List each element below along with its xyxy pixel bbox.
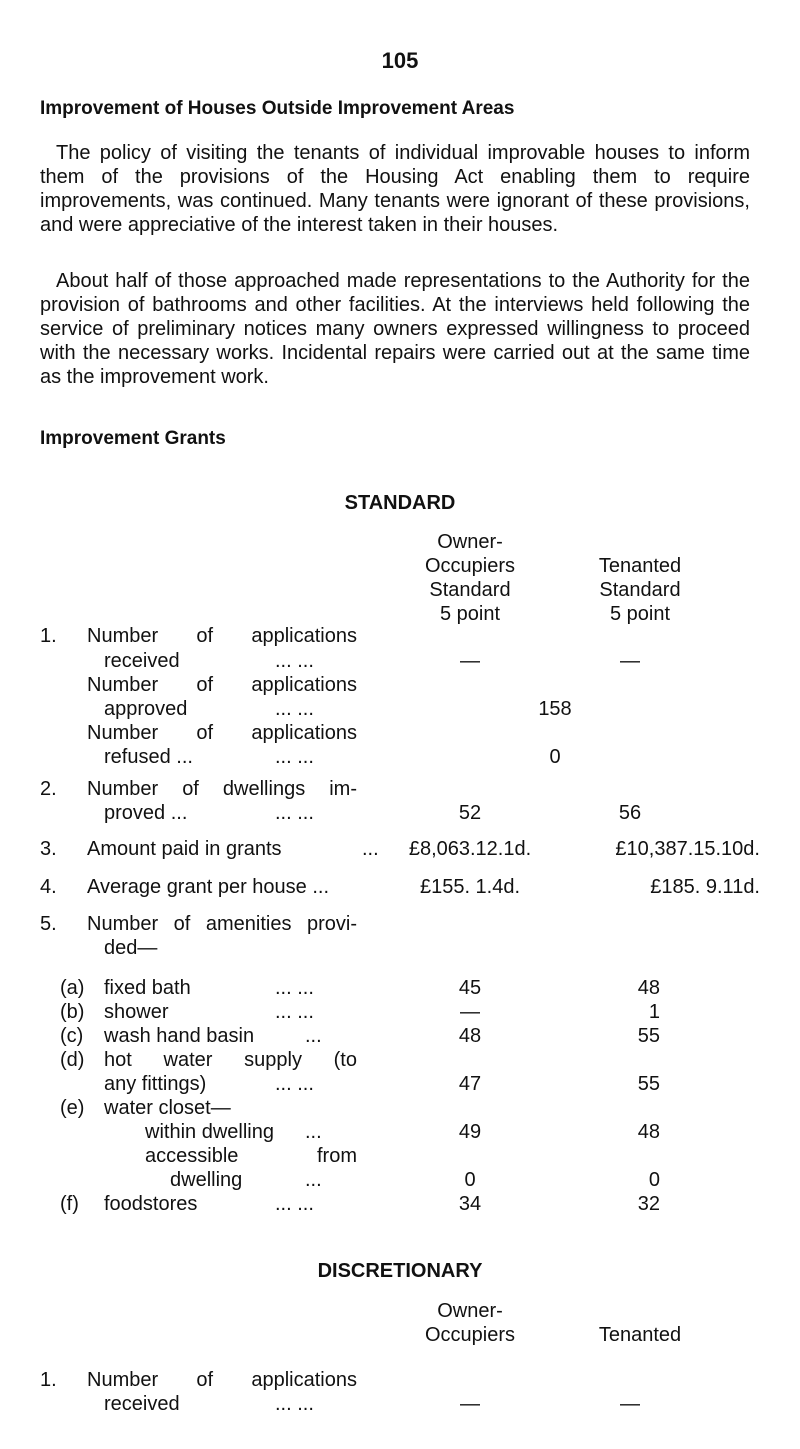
heading-improvement-grants: Improvement Grants: [40, 428, 226, 449]
standard-title: STANDARD: [344, 492, 456, 514]
discretionary-col-tenanted-header: Tenanted: [598, 1324, 682, 1346]
paragraph-policy: The policy of visiting the tenants of individual improvable houses to inform them of the provisions of the Housing Act enabling them to require improvements, was continued. Many tenants were ignorant of these provisions, and were appreciative of the interest taken in their houses.: [40, 142, 750, 236]
discretionary-title: DISCRETIONARY: [317, 1260, 483, 1282]
page-number: 105: [381, 48, 419, 73]
heading-improvement-outside: Improvement of Houses Outside Improvement Areas: [40, 98, 515, 119]
paragraph-representations: About half of those approached made representations to the Authority for the provision of bathrooms and other facilities. At the interviews held following the service of preliminary notices many owners expressed willingness to proceed with the necessary works. Incidental repairs were carried out at the same time as the improvement work.: [40, 270, 750, 388]
